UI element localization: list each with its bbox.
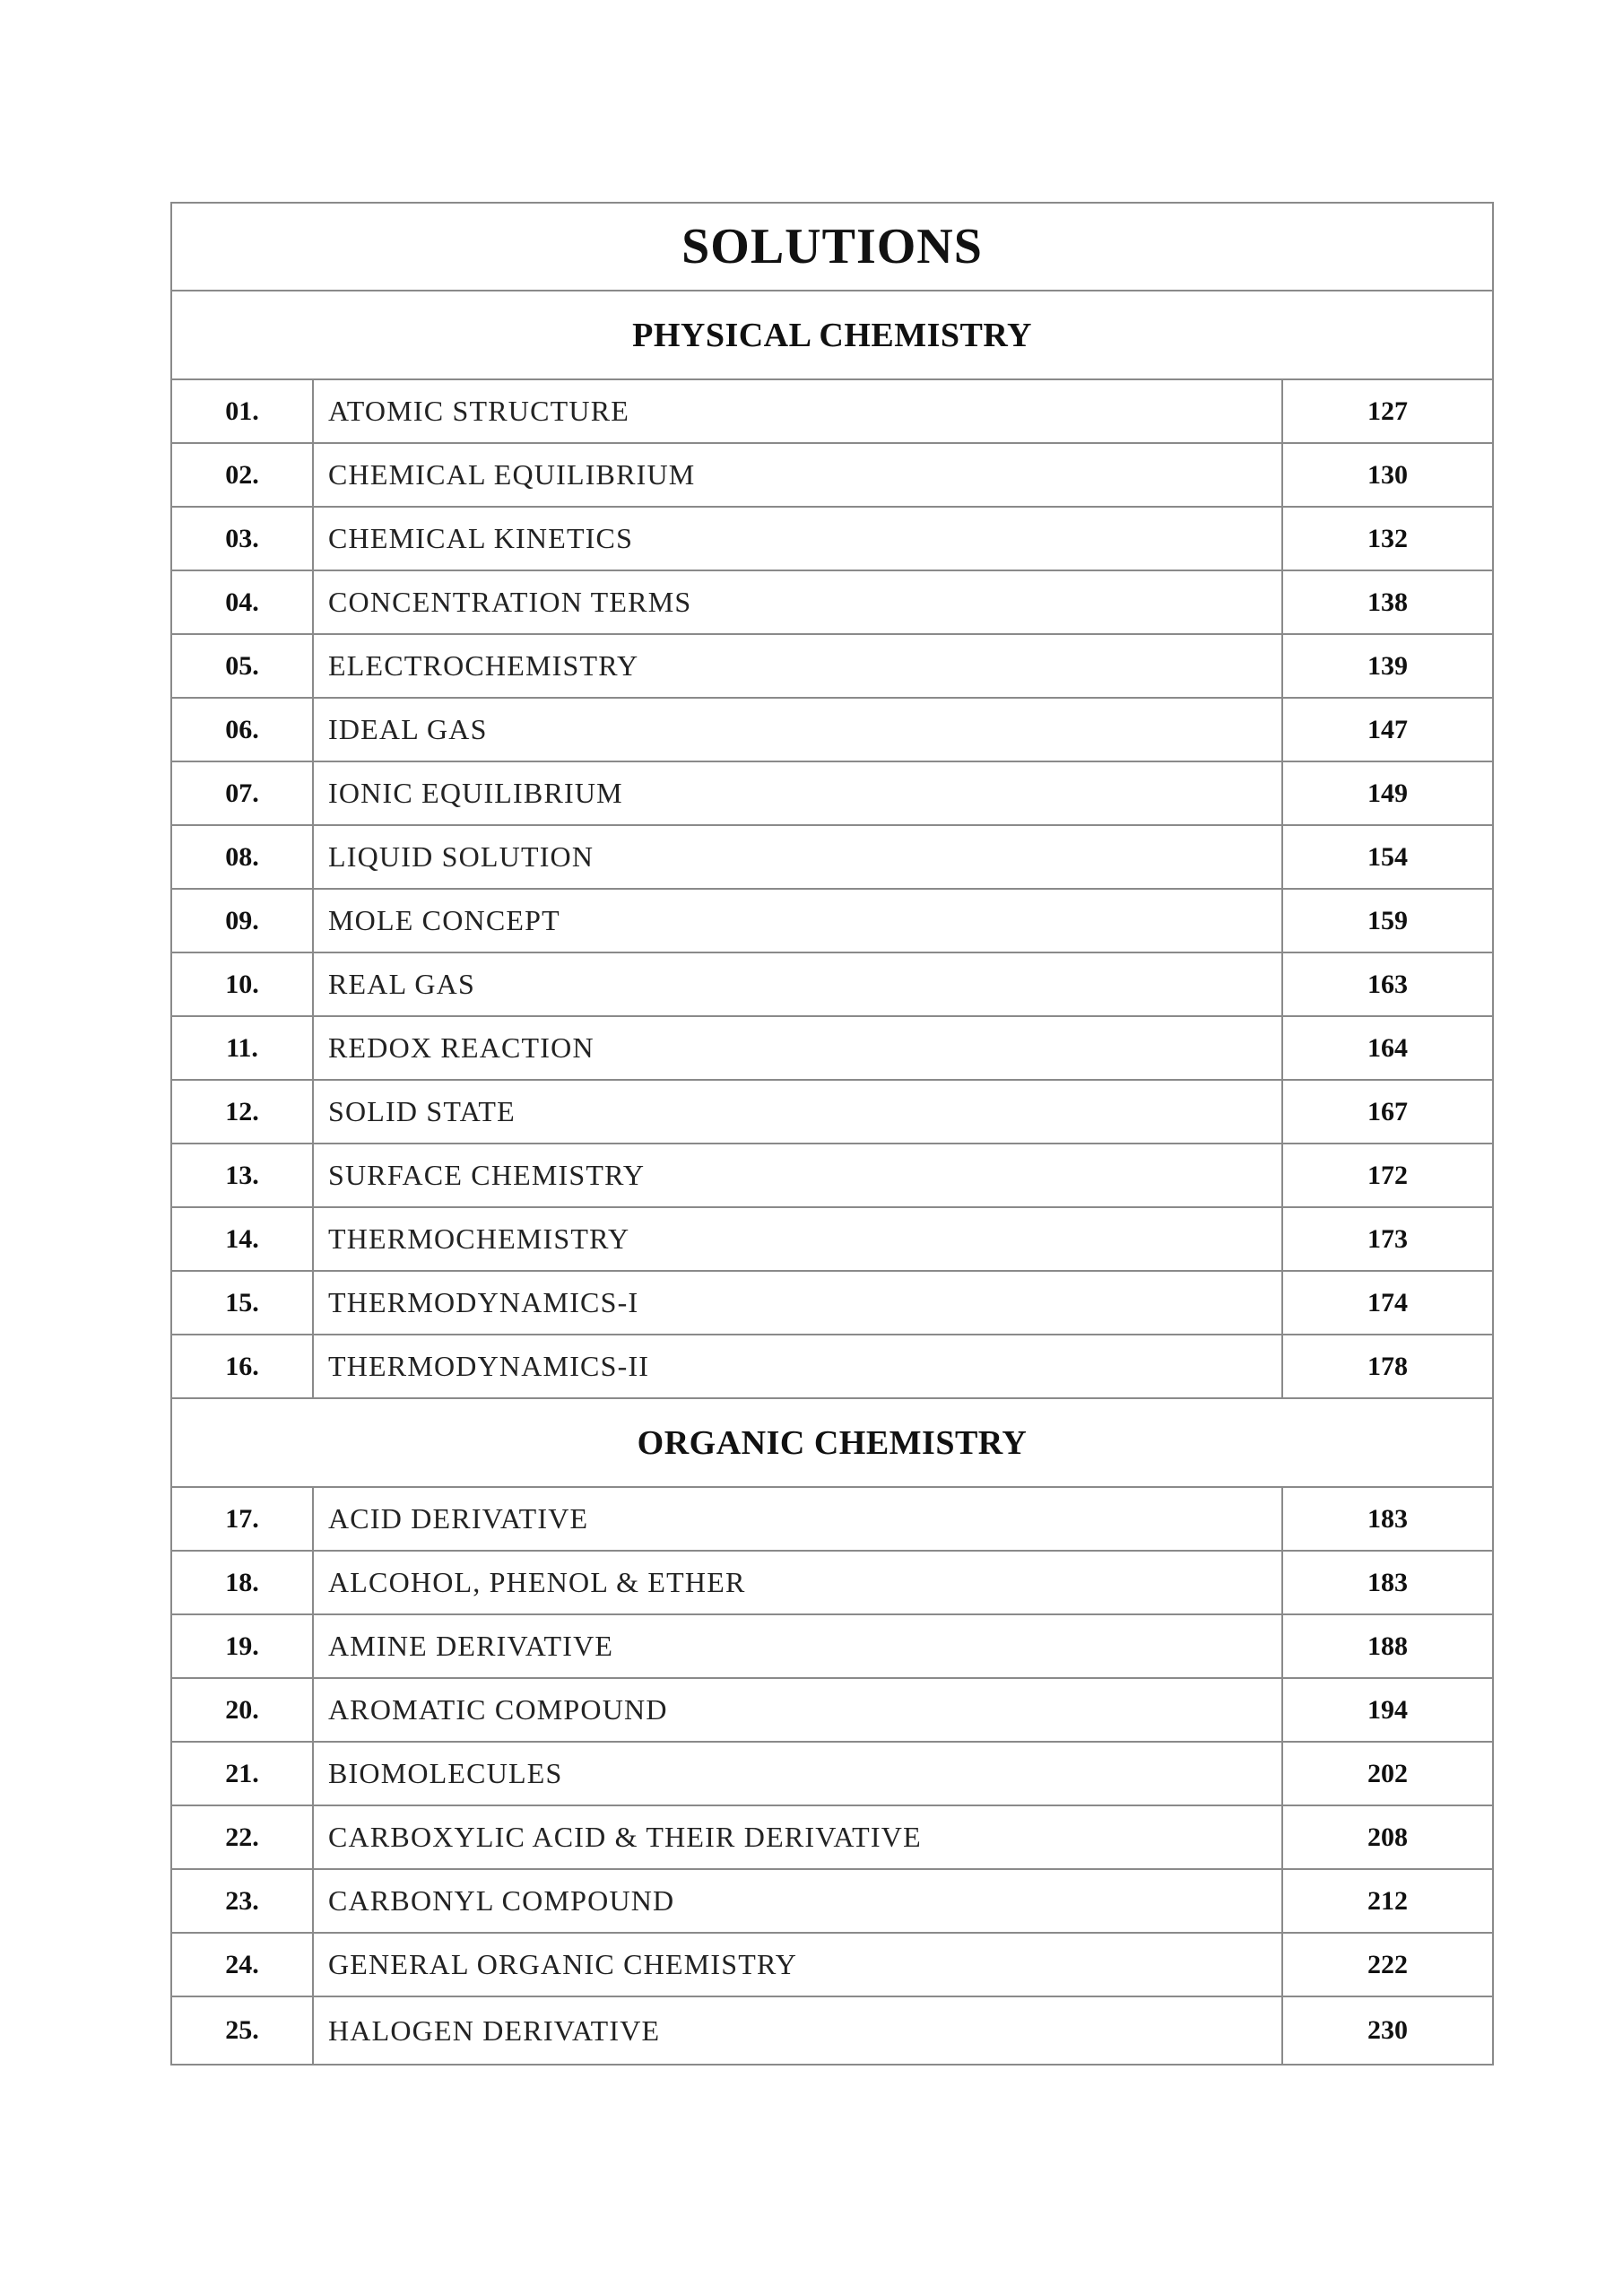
entry-number: 22. [171,1805,313,1869]
entry-page: 147 [1282,698,1493,761]
toc-row [171,443,1493,507]
toc-row [171,889,1493,952]
entry-number: 01. [171,379,313,443]
entry-number: 08. [171,825,313,889]
entry-topic: ATOMIC STRUCTURE [313,379,1282,443]
entry-number: 20. [171,1678,313,1742]
entry-page: 159 [1282,889,1493,952]
toc-row [171,1207,1493,1271]
entry-topic: BIOMOLECULES [313,1742,1282,1805]
toc-row [171,1487,1493,1551]
entry-topic: CARBOXYLIC ACID & THEIR DERIVATIVE [313,1805,1282,1869]
entry-topic: GENERAL ORGANIC CHEMISTRY [313,1933,1282,1996]
entry-page: 183 [1282,1551,1493,1614]
section-heading: PHYSICAL CHEMISTRY [171,291,1493,379]
entry-page: 172 [1282,1144,1493,1207]
entry-page: 138 [1282,570,1493,634]
toc-row [171,1080,1493,1144]
entry-topic: THERMODYNAMICS-I [313,1271,1282,1335]
toc-table [170,202,1494,2066]
entry-number: 17. [171,1487,313,1551]
entry-topic: ALCOHOL, PHENOL & ETHER [313,1551,1282,1614]
entry-topic: SOLID STATE [313,1080,1282,1144]
toc-row [171,1551,1493,1614]
toc-row [171,1016,1493,1080]
entry-page: 222 [1282,1933,1493,1996]
section-heading: ORGANIC CHEMISTRY [171,1398,1493,1487]
entry-topic: CONCENTRATION TERMS [313,570,1282,634]
entry-topic: CHEMICAL KINETICS [313,507,1282,570]
entry-topic: LIQUID SOLUTION [313,825,1282,889]
entry-page: 178 [1282,1335,1493,1398]
toc-row [171,1678,1493,1742]
toc-row [171,1805,1493,1869]
entry-number: 03. [171,507,313,570]
entry-topic: ELECTROCHEMISTRY [313,634,1282,698]
entry-page: 164 [1282,1016,1493,1080]
entry-number: 07. [171,761,313,825]
entry-page: 130 [1282,443,1493,507]
entry-topic: CHEMICAL EQUILIBRIUM [313,443,1282,507]
toc-row [171,1869,1493,1933]
section-header-row [171,1398,1493,1487]
entry-page: 202 [1282,1742,1493,1805]
entry-topic: SURFACE CHEMISTRY [313,1144,1282,1207]
entry-topic: CARBONYL COMPOUND [313,1869,1282,1933]
toc-row [171,1614,1493,1678]
entry-page: 194 [1282,1678,1493,1742]
entry-topic: REAL GAS [313,952,1282,1016]
entry-page: 139 [1282,634,1493,698]
entry-number: 06. [171,698,313,761]
entry-topic: AMINE DERIVATIVE [313,1614,1282,1678]
entry-page: 188 [1282,1614,1493,1678]
entry-topic: MOLE CONCEPT [313,889,1282,952]
toc-row [171,570,1493,634]
entry-number: 09. [171,889,313,952]
toc-body [171,203,1493,2065]
toc-row [171,1742,1493,1805]
entry-number: 14. [171,1207,313,1271]
page-title: SOLUTIONS [171,203,1493,291]
entry-page: 173 [1282,1207,1493,1271]
entry-number: 11. [171,1016,313,1080]
entry-number: 12. [171,1080,313,1144]
entry-topic: ACID DERIVATIVE [313,1487,1282,1551]
toc-row [171,1996,1493,2065]
entry-number: 18. [171,1551,313,1614]
entry-number: 02. [171,443,313,507]
entry-page: 212 [1282,1869,1493,1933]
entry-number: 15. [171,1271,313,1335]
entry-topic: THERMOCHEMISTRY [313,1207,1282,1271]
entry-number: 25. [171,1996,313,2065]
toc-row [171,634,1493,698]
entry-number: 13. [171,1144,313,1207]
entry-number: 05. [171,634,313,698]
entry-page: 154 [1282,825,1493,889]
entry-topic: THERMODYNAMICS-II [313,1335,1282,1398]
entry-number: 16. [171,1335,313,1398]
entry-page: 208 [1282,1805,1493,1869]
entry-number: 19. [171,1614,313,1678]
toc-row [171,1933,1493,1996]
entry-number: 10. [171,952,313,1016]
toc-row [171,1271,1493,1335]
entry-topic: IDEAL GAS [313,698,1282,761]
toc-row [171,379,1493,443]
title-row [171,203,1493,291]
toc-row [171,507,1493,570]
entry-topic: HALOGEN DERIVATIVE [313,1996,1282,2065]
entry-page: 127 [1282,379,1493,443]
entry-page: 163 [1282,952,1493,1016]
toc-row [171,1335,1493,1398]
entry-number: 24. [171,1933,313,1996]
entry-page: 149 [1282,761,1493,825]
entry-page: 167 [1282,1080,1493,1144]
entry-number: 23. [171,1869,313,1933]
entry-number: 04. [171,570,313,634]
entry-topic: IONIC EQUILIBRIUM [313,761,1282,825]
toc-row [171,952,1493,1016]
entry-page: 183 [1282,1487,1493,1551]
entry-topic: REDOX REACTION [313,1016,1282,1080]
entry-number: 21. [171,1742,313,1805]
section-header-row [171,291,1493,379]
toc-row [171,698,1493,761]
toc-row [171,825,1493,889]
entry-page: 230 [1282,1996,1493,2065]
entry-topic: AROMATIC COMPOUND [313,1678,1282,1742]
toc-row [171,1144,1493,1207]
entry-page: 132 [1282,507,1493,570]
toc-row [171,761,1493,825]
entry-page: 174 [1282,1271,1493,1335]
